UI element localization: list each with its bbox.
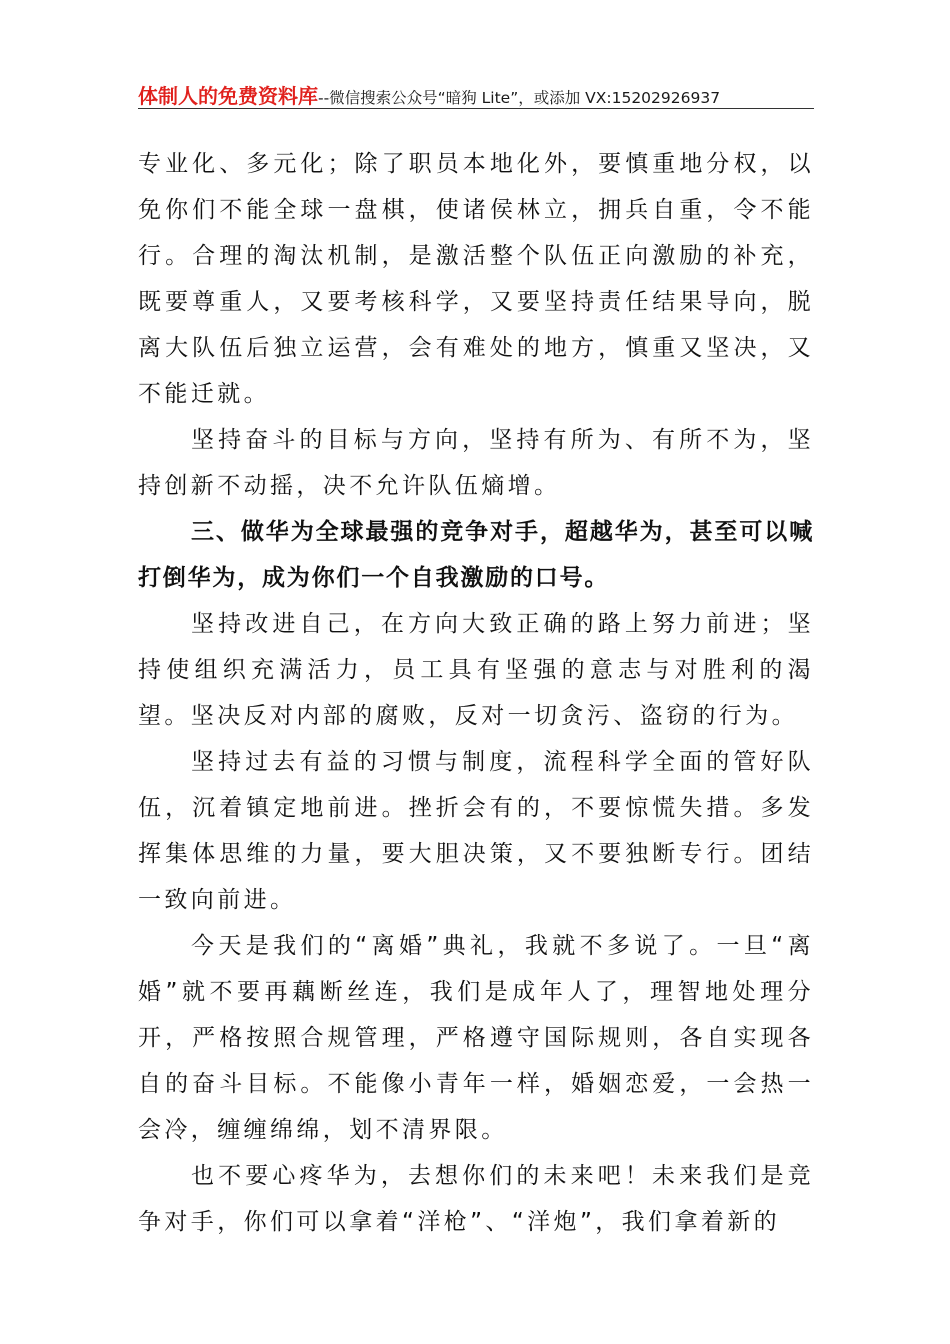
document-body [138,141,814,1245]
header-subtitle: --微信搜索公众号“暗狗 Lite”，或添加 VX:15202926937 [318,89,721,107]
paragraph-continued: 专业化、多元化；除了职员本地化外，要慎重地分权，以免你们不能全球一盘棋，使诸侯林立，拥兵自重，令不能行。合理的淘汰机制，是激活整个队伍正向激励的补充，既要尊重人，又要考核科学，又要坚持责任结果导向，脱离大队伍后独立运营，会有难处的地方，慎重又坚决，又不能迁就。 [138,151,814,407]
paragraph: 也不要心疼华为，去想你们的未来吧！未来我们是竞争对手，你们可以拿着“洋枪”、“洋炮”，我们拿着新的 [138,1163,814,1235]
page-header [138,80,814,109]
paragraph: 坚持改进自己，在方向大致正确的路上努力前进；坚持使组织充满活力，员工具有坚强的意志与对胜利的渴望。坚决反对内部的腐败，反对一切贪污、盗窃的行为。 [138,611,814,729]
paragraph: 坚持奋斗的目标与方向，坚持有所为、有所不为，坚持创新不动摇，决不允许队伍熵增。 [138,427,814,499]
paragraph: 今天是我们的“离婚”典礼，我就不多说了。一旦“离婚”就不要再藕断丝连，我们是成年人了，理智地处理分开，严格按照合规管理，严格遵守国际规则，各自实现各自的奋斗目标。不能像小青年一样，婚姻恋爱，一会热一会冷，缠缠绵绵，划不清界限。 [138,933,814,1143]
paragraph: 坚持过去有益的习惯与制度，流程科学全面的管好队伍，沉着镇定地前进。挫折会有的，不要惊慌失措。多发挥集体思维的力量，要大胆决策，又不要独断专行。团结一致向前进。 [138,749,814,913]
section-heading: 三、做华为全球最强的竞争对手，超越华为，甚至可以喊打倒华为，成为你们一个自我激励的口号。 [138,519,814,591]
header-brand: 体制人的免费资料库 [138,84,318,108]
